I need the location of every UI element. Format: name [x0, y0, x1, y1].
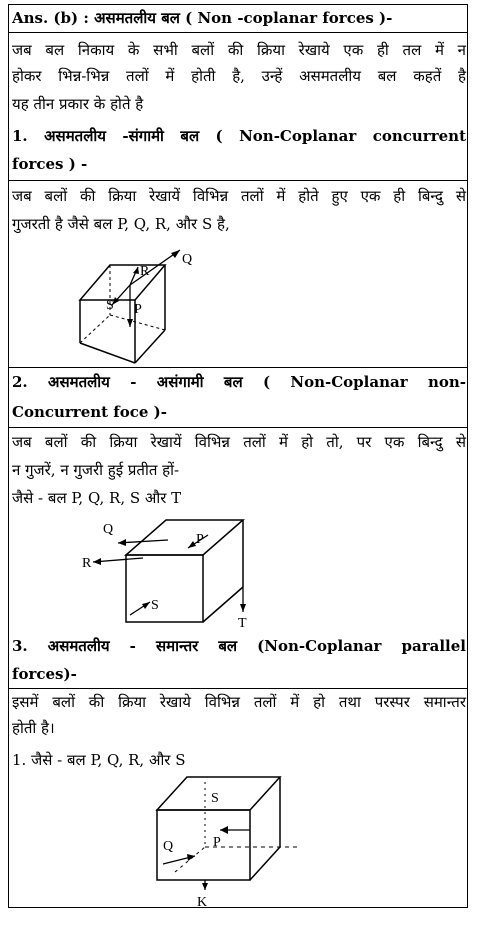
- section-2-body-line-2: न गुजरें, न गुजरी हुई प्रतीत हों-: [12, 461, 180, 479]
- label-p: P: [213, 835, 221, 850]
- prism-edge: [135, 330, 165, 363]
- label-q: Q: [163, 839, 174, 854]
- section-3-body-line-3: 1. जैसे - बल P, Q, R, और S: [12, 751, 186, 769]
- section-2-title-line-1: 2. असमतलीय - असंगामी बल ( Non-Coplanar non-: [12, 373, 466, 391]
- section-1-title-line-2: forces ) -: [12, 155, 88, 173]
- arrow-head: [240, 604, 246, 612]
- section-3-title-line-1: 3. असमतलीय - समान्तर बल (Non-Coplanar parallel: [12, 637, 466, 655]
- section-2-body-line-3: जैसे - बल P, Q, R, S और T: [12, 489, 182, 507]
- section-3-divider: [8, 688, 468, 689]
- prism-hidden-edge: [80, 315, 110, 343]
- intro-line-1: जब बल निकाय के सभी बलों की क्रिया रेखाये एक ही तल में न: [12, 41, 466, 59]
- heading-divider: [8, 32, 468, 33]
- arrow-head: [171, 250, 180, 258]
- label-r: R: [140, 264, 150, 279]
- box-edge: [250, 847, 280, 880]
- arrow-head: [187, 854, 195, 861]
- prism-edge: [80, 343, 135, 363]
- section-1-divider: [8, 180, 468, 181]
- label-k: K: [197, 895, 208, 910]
- label-t: T: [238, 616, 247, 630]
- arrow-head: [118, 539, 126, 546]
- box-top-face: [126, 520, 243, 555]
- arrow-head: [133, 267, 139, 274]
- section-1-body-line-1: जब बलों की क्रिया रेखायें विभिन्न तलों में होते हुए एक ही बिन्दु से: [12, 187, 466, 205]
- label-r: R: [82, 556, 92, 571]
- label-s: S: [106, 298, 114, 313]
- section-2-title-line-2: Concurrent foce )-: [12, 403, 167, 421]
- section-2-divider: [8, 427, 468, 428]
- arrow-head: [202, 883, 208, 890]
- arrow-head: [188, 541, 196, 548]
- section-2-divider-top: [8, 367, 468, 368]
- box-front-face: [126, 555, 203, 622]
- section-1-body-line-2: गुजरती है जैसे बल P, Q, R, और S है,: [12, 215, 230, 233]
- section-3-body-line-2: होती है।: [12, 719, 55, 737]
- prism-hidden-edge: [110, 315, 165, 330]
- parallel-forces-diagram: [145, 772, 305, 912]
- label-q: Q: [182, 252, 193, 267]
- label-s: S: [151, 598, 159, 613]
- section-2-body-line-1: जब बलों की क्रिया रेखायें विभिन्न तलों में हो तो, पर एक बिन्दु से: [12, 433, 466, 451]
- section-3-title-line-2: forces)-: [12, 665, 77, 683]
- arrow-head: [220, 826, 228, 834]
- answer-heading: Ans. (b) : असमतलीय बल ( Non -coplanar forces )-: [12, 9, 393, 27]
- prism-top-face: [80, 265, 165, 300]
- intro-line-2: होकर भिन्न-भिन्न तलों में होती है, उन्हें असमतलीय बल कहतें है: [12, 67, 466, 85]
- section-3-body-line-1: इसमें बलों की क्रिया रेखाये विभिन्न तलों में हो तथा परस्पर समान्तर: [12, 693, 466, 711]
- label-s: S: [211, 791, 219, 806]
- arrow-head: [127, 319, 133, 327]
- label-p: P: [134, 302, 142, 317]
- concurrent-forces-diagram: [60, 245, 230, 370]
- arrow-head: [93, 558, 101, 565]
- intro-line-3: यह तीन प्रकार के होते है: [12, 95, 144, 113]
- label-q: Q: [103, 522, 114, 537]
- section-1-title-line-1: 1. असमतलीय -संगामी बल ( Non-Coplanar concurrent: [12, 127, 466, 145]
- box-edge: [203, 587, 243, 622]
- non-concurrent-forces-diagram: [78, 515, 278, 630]
- label-p: P: [196, 532, 204, 547]
- arrow-head: [142, 602, 150, 609]
